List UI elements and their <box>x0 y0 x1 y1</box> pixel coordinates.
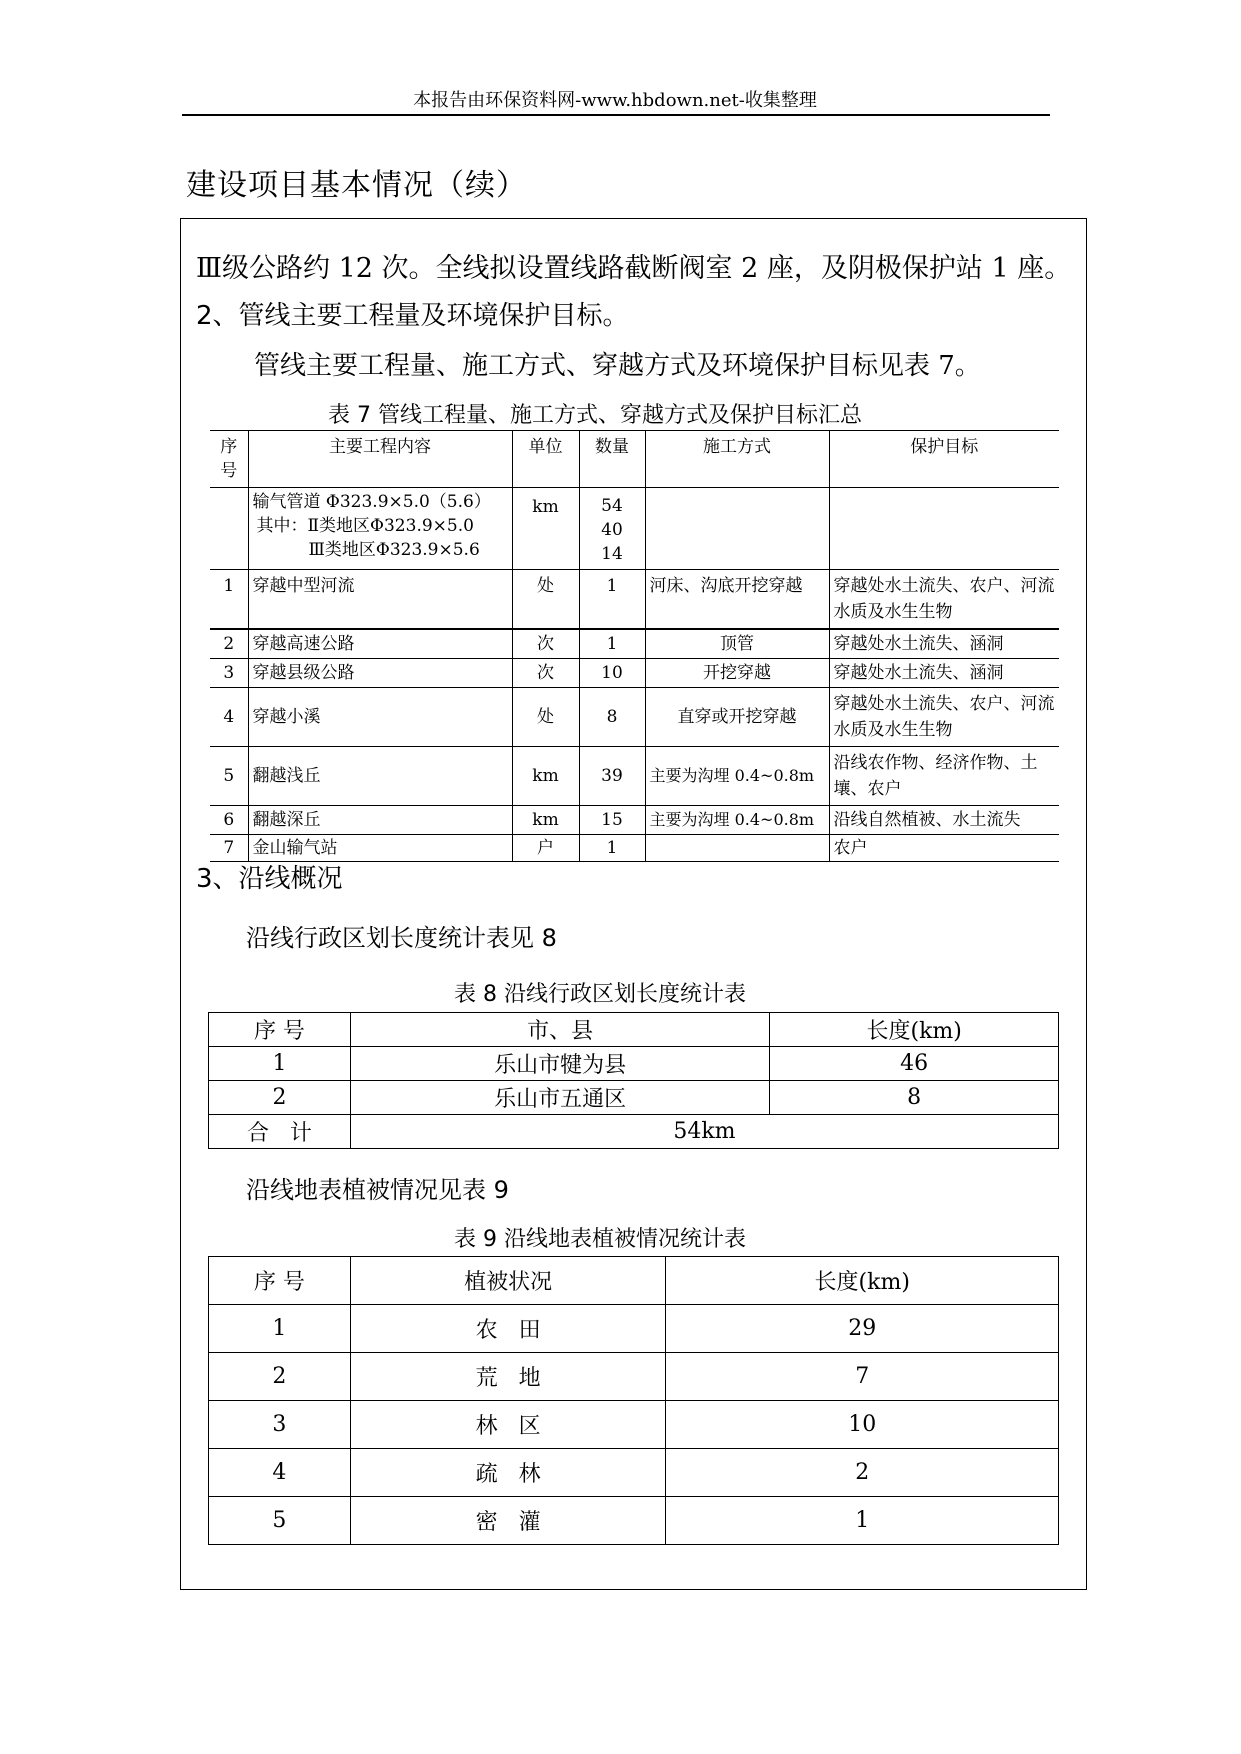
row-qty: 1 <box>579 629 645 659</box>
row-target: 穿越处水土流失、涵洞 <box>829 659 1059 688</box>
header-cell: 单位 <box>512 431 579 488</box>
row-type: 农 田 <box>350 1305 666 1353</box>
table-row <box>210 659 1059 688</box>
table-row <box>210 747 1059 806</box>
table-cell <box>645 488 829 570</box>
row-target: 穿越处水土流失、涵洞 <box>829 629 1059 659</box>
row-target: 穿越处水土流失、农户、河流水质及水生生物 <box>829 570 1059 630</box>
row-qty: 39 <box>579 747 645 806</box>
row-length: 29 <box>666 1305 1059 1353</box>
table-row <box>209 1353 1059 1401</box>
header-cell: 长度(km) <box>770 1013 1059 1047</box>
row-unit: 次 <box>512 629 579 659</box>
row-no: 2 <box>209 1353 351 1401</box>
row-item: 金山输气站 <box>248 835 512 862</box>
row-length: 1 <box>666 1497 1059 1545</box>
row-method: 直穿或开挖穿越 <box>645 688 829 747</box>
table7 <box>210 430 1059 862</box>
row-no: 7 <box>210 835 248 862</box>
row-target: 农户 <box>829 835 1059 862</box>
total-label: 合 计 <box>209 1115 351 1149</box>
pipeline-line: 其中：Ⅱ类地区Φ323.9×5.0 <box>256 516 474 536</box>
table7-header-row <box>210 431 1059 488</box>
table-cell <box>829 488 1059 570</box>
row-method: 主要为沟埋 0.4~0.8m <box>645 747 829 806</box>
table-row <box>209 1047 1059 1081</box>
row-method: 主要为沟埋 0.4~0.8m <box>645 806 829 835</box>
row-target: 沿线自然植被、水土流失 <box>829 806 1059 835</box>
table7-caption: 表 7 管线工程量、施工方式、穿越方式及保护目标汇总 <box>328 403 862 428</box>
row-item: 穿越县级公路 <box>248 659 512 688</box>
table9-intro: 沿线地表植被情况见表 9 <box>246 1176 509 1204</box>
row-method <box>645 835 829 862</box>
row-length: 2 <box>666 1449 1059 1497</box>
table8-intro: 沿线行政区划长度统计表见 8 <box>246 924 557 952</box>
page-header: 本报告由环保资料网-www.hbdown.net-收集整理 <box>413 90 817 111</box>
header-cell: 序 号 <box>209 1013 351 1047</box>
row-unit: 户 <box>512 835 579 862</box>
header-cell: 长度(km) <box>666 1257 1059 1305</box>
header-cell: 保护目标 <box>829 431 1059 488</box>
pipeline-qty-cell <box>579 488 645 570</box>
table9-header-row <box>209 1257 1059 1305</box>
row-item: 翻越浅丘 <box>248 747 512 806</box>
row-method: 开挖穿越 <box>645 659 829 688</box>
header-cell: 数量 <box>579 431 645 488</box>
table-row <box>209 1305 1059 1353</box>
row-item: 穿越中型河流 <box>248 570 512 630</box>
row-unit: 处 <box>512 688 579 747</box>
heading-engineering: 2、管线主要工程量及环境保护目标。 <box>196 301 629 331</box>
row-no: 1 <box>209 1047 351 1081</box>
row-target: 沿线农作物、经济作物、土壤、农户 <box>829 747 1059 806</box>
qty-line: 14 <box>601 544 623 564</box>
row-type: 疏 林 <box>350 1449 666 1497</box>
row-no: 5 <box>209 1497 351 1545</box>
table8-header-row <box>209 1013 1059 1047</box>
header-cell: 施工方式 <box>645 431 829 488</box>
row-qty: 1 <box>579 835 645 862</box>
row-no: 3 <box>210 659 248 688</box>
row-no: 2 <box>210 629 248 659</box>
row-no: 6 <box>210 806 248 835</box>
row-method: 河床、沟底开挖穿越 <box>645 570 829 630</box>
paragraph-line: Ⅲ级公路约 12 次。全线拟设置线路截断阀室 2 座，及阴极保护站 1 座。 <box>196 253 1072 284</box>
table-row <box>210 806 1059 835</box>
row-target: 穿越处水土流失、农户、河流水质及水生生物 <box>829 688 1059 747</box>
table-row <box>210 570 1059 630</box>
table7-pipeline-row <box>210 488 1059 570</box>
row-no: 2 <box>209 1081 351 1115</box>
qty-line: 40 <box>601 520 623 540</box>
row-qty: 15 <box>579 806 645 835</box>
header-cell: 主要工程内容 <box>248 431 512 488</box>
row-qty: 10 <box>579 659 645 688</box>
row-item: 穿越小溪 <box>248 688 512 747</box>
row-item: 翻越深丘 <box>248 806 512 835</box>
row-no: 3 <box>209 1401 351 1449</box>
row-length: 46 <box>770 1047 1059 1081</box>
table9 <box>208 1256 1059 1545</box>
row-qty: 8 <box>579 688 645 747</box>
table9-caption: 表 9 沿线地表植被情况统计表 <box>454 1227 746 1252</box>
row-type: 荒 地 <box>350 1353 666 1401</box>
row-no: 4 <box>210 688 248 747</box>
table-row <box>209 1401 1059 1449</box>
table-row <box>209 1081 1059 1115</box>
row-name: 乐山市犍为县 <box>350 1047 769 1081</box>
table-row <box>210 629 1059 659</box>
row-unit: 次 <box>512 659 579 688</box>
header-cell: 市、县 <box>350 1013 769 1047</box>
table-row <box>210 688 1059 747</box>
row-no: 4 <box>209 1449 351 1497</box>
row-name: 乐山市五通区 <box>350 1081 769 1115</box>
table-cell: km <box>512 488 579 570</box>
table7-intro: 管线主要工程量、施工方式、穿越方式及环境保护目标见表 7。 <box>254 351 981 381</box>
table8-caption: 表 8 沿线行政区划长度统计表 <box>454 982 746 1007</box>
pipeline-line: Ⅲ类地区Φ323.9×5.6 <box>308 540 480 560</box>
row-length: 10 <box>666 1401 1059 1449</box>
header-cell: 序 号 <box>209 1257 351 1305</box>
table-cell <box>210 488 248 570</box>
row-unit: km <box>512 806 579 835</box>
table-row <box>209 1449 1059 1497</box>
row-method: 顶管 <box>645 629 829 659</box>
row-qty: 1 <box>579 570 645 630</box>
row-length: 8 <box>770 1081 1059 1115</box>
row-length: 7 <box>666 1353 1059 1401</box>
row-unit: 处 <box>512 570 579 630</box>
table-row <box>209 1497 1059 1545</box>
header-cell: 序号 <box>210 431 248 488</box>
pipeline-line: 输气管道 Φ323.9×5.0（5.6） <box>252 492 491 512</box>
row-type: 密 灌 <box>350 1497 666 1545</box>
heading-overview: 3、沿线概况 <box>196 864 343 894</box>
pipeline-desc-cell <box>248 488 512 570</box>
row-type: 林 区 <box>350 1401 666 1449</box>
qty-line: 54 <box>601 496 623 516</box>
row-unit: km <box>512 747 579 806</box>
table8 <box>208 1012 1059 1149</box>
header-cell: 植被状况 <box>350 1257 666 1305</box>
total-value: 54km <box>350 1115 1058 1149</box>
table8-total-row <box>209 1115 1059 1149</box>
row-no: 5 <box>210 747 248 806</box>
section-title: 建设项目基本情况（续） <box>186 168 527 203</box>
row-no: 1 <box>210 570 248 630</box>
header-rule <box>182 114 1050 116</box>
row-item: 穿越高速公路 <box>248 629 512 659</box>
row-no: 1 <box>209 1305 351 1353</box>
